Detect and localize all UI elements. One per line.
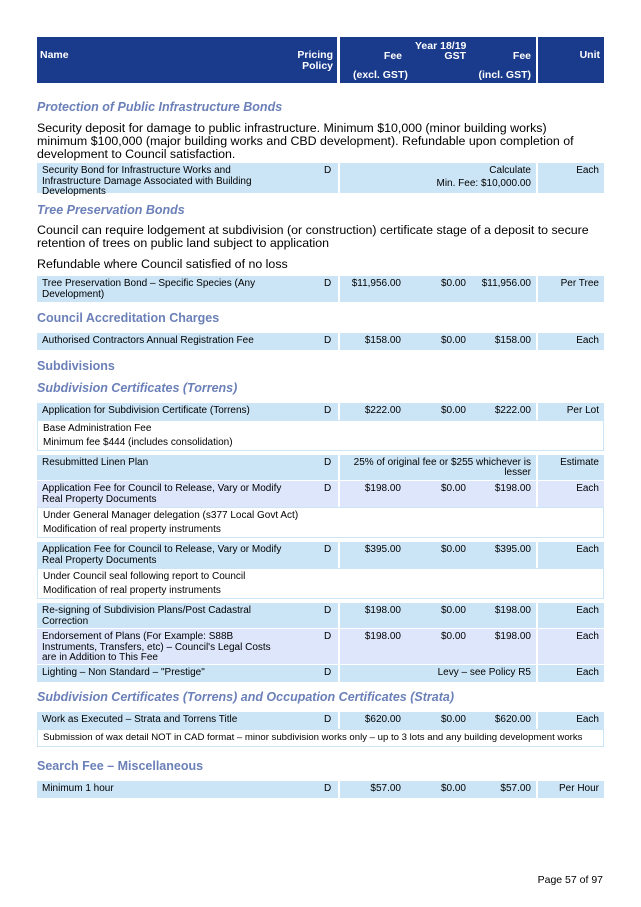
row-unit: Each bbox=[576, 544, 599, 555]
row-policy: D bbox=[324, 457, 332, 468]
row-name: Security Bond for Infrastructure Works and Infrastructure Damage Associated with Building Developments bbox=[42, 165, 252, 197]
row-fee-incl: $11,956.00 bbox=[481, 278, 531, 289]
note-line-1: Under General Manager delegation (s377 Local Govt Act) bbox=[43, 510, 299, 521]
row-fee-incl: $198.00 bbox=[494, 631, 531, 642]
row-fee-text-1: Levy – see Policy R5 bbox=[437, 667, 531, 678]
note-line-2: Modification of real property instruments bbox=[43, 585, 221, 596]
section-title-tree: Tree Preservation Bonds bbox=[37, 203, 185, 217]
row-unit: Per Hour bbox=[558, 783, 599, 794]
header-name-block bbox=[37, 37, 337, 83]
row-name: Re-signing of Subdivision Plans/Post Cadastral Correction bbox=[42, 605, 251, 627]
header-incl: (incl. GST) bbox=[478, 69, 531, 81]
row-policy: D bbox=[324, 783, 332, 794]
row-gst: $0.00 bbox=[440, 605, 466, 616]
table-row-contractors bbox=[37, 333, 604, 350]
row-unit: Per Lot bbox=[566, 405, 599, 416]
section-title-torrens: Subdivision Certificates (Torrens) bbox=[37, 381, 238, 395]
table-row-tree-bond bbox=[37, 276, 604, 302]
row-unit: Each bbox=[576, 605, 599, 616]
row-policy: D bbox=[324, 405, 332, 416]
note-line-1: Under Council seal following report to Council bbox=[43, 571, 246, 582]
row-name: Tree Preservation Bond – Specific Species (Any Development) bbox=[42, 278, 256, 300]
header-unit: Unit bbox=[579, 49, 600, 61]
row-name: Authorised Contractors Annual Registration Fee bbox=[42, 335, 254, 346]
table-header bbox=[37, 37, 604, 83]
note-line-1: Base Administration Fee bbox=[43, 423, 152, 434]
row-name: Endorsement of Plans (For Example: S88B Instruments, Transfers, etc) – Council's Legal Costs are in Addition to This Fee bbox=[42, 631, 271, 663]
row-fee: $158.00 bbox=[364, 335, 401, 346]
note-line-2: Minimum fee $444 (includes consolidation) bbox=[43, 437, 233, 448]
row-policy: D bbox=[324, 544, 332, 555]
row-gst: $0.00 bbox=[440, 278, 466, 289]
row-policy: D bbox=[324, 483, 332, 494]
page-number: Page 57 of 97 bbox=[537, 874, 603, 886]
row-unit: Each bbox=[576, 714, 599, 725]
row-unit: Each bbox=[576, 631, 599, 642]
row-fee-incl: $57.00 bbox=[500, 783, 531, 794]
row-fee-incl: $198.00 bbox=[494, 605, 531, 616]
section-title-accreditation: Council Accreditation Charges bbox=[37, 311, 220, 325]
row-fee-incl: $620.00 bbox=[494, 714, 531, 725]
row-fee: $222.00 bbox=[364, 405, 401, 416]
row-gst: $0.00 bbox=[440, 335, 466, 346]
row-name: Resubmitted Linen Plan bbox=[42, 457, 149, 468]
row-policy: D bbox=[324, 165, 332, 176]
tree-description-2: Refundable where Council satisfied of no loss bbox=[37, 257, 288, 271]
header-fee-incl: Fee bbox=[512, 50, 531, 62]
row-name: Minimum 1 hour bbox=[42, 783, 114, 794]
header-excl: (excl. GST) bbox=[353, 69, 408, 81]
row-unit: Each bbox=[576, 335, 599, 346]
row-gst: $0.00 bbox=[440, 544, 466, 555]
section-title-strata: Subdivision Certificates (Torrens) and Occupation Certificates (Strata) bbox=[37, 690, 454, 704]
table-row-work-exec bbox=[37, 712, 604, 729]
header-gst: GST bbox=[444, 50, 466, 62]
row-unit: Each bbox=[576, 483, 599, 494]
header-fee: Fee bbox=[383, 50, 402, 62]
table-row-lighting bbox=[37, 665, 604, 682]
table-row-endorsement bbox=[37, 629, 604, 664]
row-unit: Each bbox=[576, 667, 599, 678]
row-fee-incl: $198.00 bbox=[494, 483, 531, 494]
row-name: Lighting – Non Standard – "Prestige" bbox=[42, 667, 205, 678]
header-year-block bbox=[340, 37, 536, 83]
note-line-2: Modification of real property instruments bbox=[43, 524, 221, 535]
table-row-resigning bbox=[37, 603, 604, 628]
row-policy: D bbox=[324, 605, 332, 616]
row-policy: D bbox=[324, 631, 332, 642]
header-policy-1: Pricing bbox=[297, 49, 333, 61]
row-fee: $620.00 bbox=[364, 714, 401, 725]
header-unit-block bbox=[538, 37, 604, 83]
row-name: Application Fee for Council to Release, Vary or Modify Real Property Documents bbox=[42, 483, 282, 505]
row-gst: $0.00 bbox=[440, 631, 466, 642]
row-fee: $198.00 bbox=[364, 631, 401, 642]
table-row-release-2 bbox=[37, 542, 604, 568]
protection-description: Security deposit for damage to public infrastructure. Minimum $10,000 (minor building works) minimum $100,000 (major building works and CBD development). Refundable upon completion of development to Council satisfaction. bbox=[37, 121, 574, 161]
row-name: Application for Subdivision Certificate (Torrens) bbox=[42, 405, 250, 416]
header-policy-2: Policy bbox=[302, 60, 333, 72]
row-unit: Estimate bbox=[560, 457, 599, 468]
row-fee: $198.00 bbox=[364, 605, 401, 616]
table-row-security-bond bbox=[37, 163, 604, 197]
row-note-app-cert bbox=[37, 420, 604, 451]
row-gst: $0.00 bbox=[440, 783, 466, 794]
row-fee-incl: $395.00 bbox=[494, 544, 531, 555]
table-row-app-cert bbox=[37, 403, 604, 420]
row-policy: D bbox=[324, 667, 332, 678]
row-policy: D bbox=[324, 278, 332, 289]
row-fee-text-2: lesser bbox=[504, 467, 531, 478]
header-year: Year 18/19 bbox=[415, 40, 467, 52]
row-fee-text-1: Calculate bbox=[489, 165, 531, 176]
table-row-linen bbox=[37, 455, 604, 480]
row-fee-text-1: 25% of original fee or $255 whichever is bbox=[353, 457, 531, 468]
row-fee-incl: $158.00 bbox=[494, 335, 531, 346]
row-note-release-2 bbox=[37, 568, 604, 599]
row-fee-incl: $222.00 bbox=[494, 405, 531, 416]
table-row-release-1 bbox=[37, 481, 604, 507]
row-note-release-1 bbox=[37, 507, 604, 538]
row-gst: $0.00 bbox=[440, 405, 466, 416]
row-gst: $0.00 bbox=[440, 483, 466, 494]
row-gst: $0.00 bbox=[440, 714, 466, 725]
tree-description: Council can require lodgement at subdivision (or construction) certificate stage of a deposit to secure retention of trees on public land subject to application bbox=[37, 223, 589, 250]
section-title-search: Search Fee – Miscellaneous bbox=[37, 759, 204, 773]
row-policy: D bbox=[324, 335, 332, 346]
table-row-min-hour bbox=[37, 781, 604, 798]
header-name: Name bbox=[40, 49, 69, 61]
section-title-subdivisions: Subdivisions bbox=[37, 359, 115, 373]
row-fee: $198.00 bbox=[364, 483, 401, 494]
row-fee-text-2: Min. Fee: $10,000.00 bbox=[436, 178, 531, 189]
row-note-work-exec bbox=[37, 729, 604, 747]
section-title-protection: Protection of Public Infrastructure Bonds bbox=[37, 100, 283, 114]
row-name: Application Fee for Council to Release, Vary or Modify Real Property Documents bbox=[42, 544, 282, 566]
row-unit: Per Tree bbox=[560, 278, 599, 289]
row-fee: $11,956.00 bbox=[351, 278, 401, 289]
note-line-1: Submission of wax detail NOT in CAD format – minor subdivision works only – up to 3 lots and any building development works bbox=[43, 732, 583, 743]
row-unit: Each bbox=[576, 165, 599, 176]
row-name: Work as Executed – Strata and Torrens Title bbox=[42, 714, 238, 725]
row-policy: D bbox=[324, 714, 332, 725]
row-fee: $395.00 bbox=[364, 544, 401, 555]
row-fee: $57.00 bbox=[370, 783, 401, 794]
